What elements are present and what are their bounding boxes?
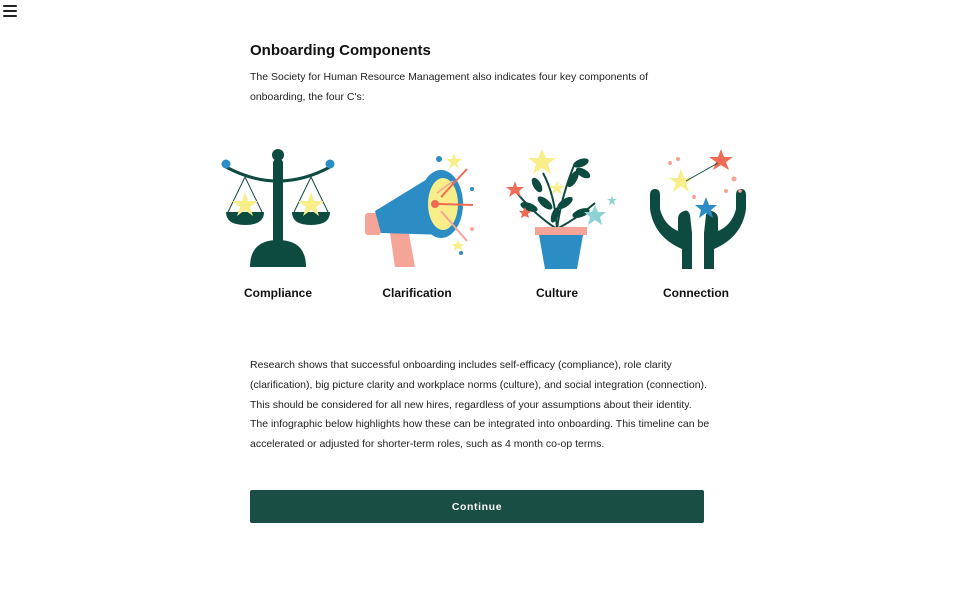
components-row xyxy=(210,145,770,310)
hamburger-menu-icon[interactable] xyxy=(3,5,17,17)
hands-stars-icon xyxy=(634,145,759,270)
potted-plant-icon xyxy=(495,145,620,270)
megaphone-icon xyxy=(355,145,480,270)
page-title: Onboarding Components xyxy=(250,42,431,59)
component-label: Culture xyxy=(536,286,578,300)
menu-line xyxy=(3,15,17,17)
menu-line xyxy=(3,10,17,12)
menu-line xyxy=(3,5,17,7)
component-label: Connection xyxy=(663,286,729,300)
component-connection xyxy=(626,145,766,300)
intro-text: The Society for Human Resource Management also indicates four key components of onboarding, the four C's: xyxy=(250,71,649,103)
component-compliance xyxy=(208,145,348,300)
scales-icon xyxy=(218,145,338,270)
continue-button[interactable]: Continue xyxy=(250,490,704,523)
component-culture xyxy=(487,145,627,300)
component-label: Clarification xyxy=(382,286,452,300)
body-paragraph: Research shows that successful onboarding includes self-efficacy (compliance), role clarity (clarification), big picture clarity and workplace norms (culture), and social integration (connection). This should be considered for all new hires, regardless of your assumptions about their identity. The infographic below highlights how these can be integrated into onboarding. This timeline can be accelerated or adjusted for shorter-term roles, such as 4 month co-op terms. xyxy=(250,359,710,451)
component-label: Compliance xyxy=(243,286,312,300)
component-clarification xyxy=(347,145,487,300)
